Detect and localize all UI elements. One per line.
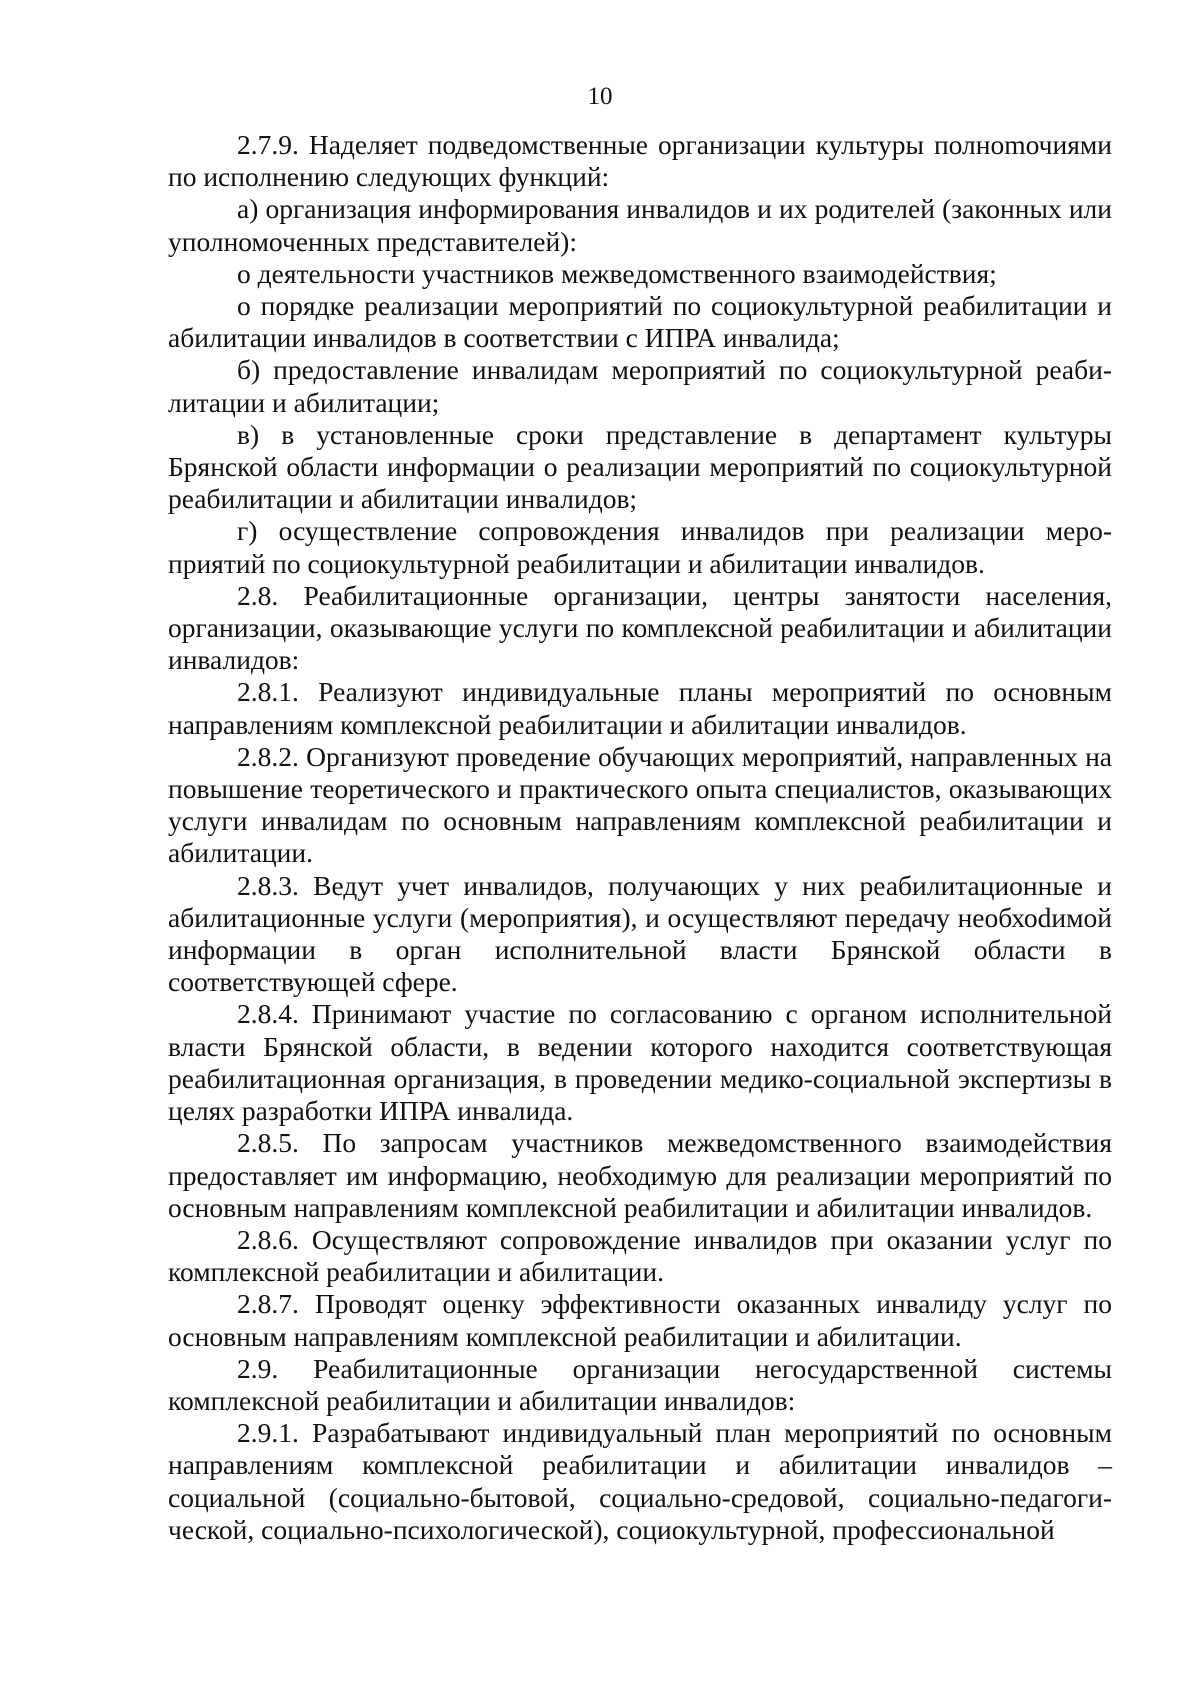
paragraph-2-9: 2.9. Реабилитационные организации негосударственной системы комплексной реабилитации и абилитации инвалидов: <box>168 1352 1112 1416</box>
document-body <box>168 129 1112 1546</box>
paragraph-2-8-6: 2.8.6. Осуществляют сопровождение инвалидов при оказании услуг по комплексной реабилитации и абилитации. <box>168 1223 1112 1288</box>
paragraph-2-9-1: 2.9.1. Разрабатывают индивидуальный план мероприятий по основным направлениям комплексной реабилитации и абилитации инвалидов – социальной (социально-бытовой, социально-средовой, социально-педагогической, социально-психологической), социокультурной, профессиональной <box>168 1417 1112 1545</box>
paragraph-item-g: г) осуществление сопровождения инвалидов при реализации мероприятий по социокультурной реабилитации и абилитации инвалидов. <box>168 515 1112 579</box>
paragraph-sub-procedure: о порядке реализации мероприятий по социокультурной реабилитации и абилитации инвалидов в соответствии с ИПРА инвалида; <box>168 290 1112 354</box>
paragraph-2-8-3: 2.8.3. Ведут учет инвалидов, получающих у них реабилитационные и абилитационные услуги (мероприятия), и осуществляют передачу необхоdимой информации в орган исполнительной власти Брянской области в соответствующей сфере. <box>168 869 1112 998</box>
paragraph-2-7-9: 2.7.9. Наделяет подведомственные организации культуры полноmочиями по исполнению следующих функций: <box>168 129 1112 193</box>
page-number: 10 <box>587 83 613 110</box>
paragraph-item-b: б) предоставление инвалидам мероприятий по социокультурной реабилитации и абилитации; <box>168 354 1112 418</box>
paragraph-2-8-2: 2.8.2. Организуют проведение обучающих мероприятий, направленных на повышение теоретического и практического опыта специалистов, оказывающих услуги инвалидам по основным направлениям комплексной реабилитации и абилитации. <box>168 740 1112 869</box>
paragraph-2-8-4: 2.8.4. Принимают участие по согласованию с органом исполнительной власти Брянской области, в ведении которого находится соответствующая реабилитационная организация, в проведении медико-социальной экспертизы в целях разработки ИПРА инвалида. <box>168 998 1112 1127</box>
paragraph-2-8: 2.8. Реабилитационные организации, центры занятости населения, организации, оказывающие услуги по комплексной реабилитации и абилитации инвалидов: <box>168 579 1112 676</box>
paragraph-2-8-7: 2.8.7. Проводят оценку эффективности оказанных инвалиду услуг по основным направлениям комплексной реабилитации и абилитации. <box>168 1288 1112 1352</box>
paragraph-2-8-5: 2.8.5. По запросам участников межведомственного взаимодействия предоставляет им информацию, необходимую для реализации мероприятий по основным направлениям комплексной реабилитации и абилитации инвалидов. <box>168 1127 1112 1223</box>
paragraph-item-v: в) в установленные сроки представление в департамент культуры Брянской области информации о реализации мероприятий по социокультурной реабилитации и абилитации инвалидов; <box>168 418 1112 515</box>
paragraph-item-a: а) организация информирования инвалидов и их родителей (законных или уполномоченных представителей): <box>168 193 1112 257</box>
paragraph-sub-activity: о деятельности участников межведомственного взаимодействия; <box>237 257 997 289</box>
paragraph-2-8-1: 2.8.1. Реализуют индивидуальные планы мероприятий по основным направлениям комплексной реабилитации и абилитации инвалидов. <box>168 676 1112 740</box>
